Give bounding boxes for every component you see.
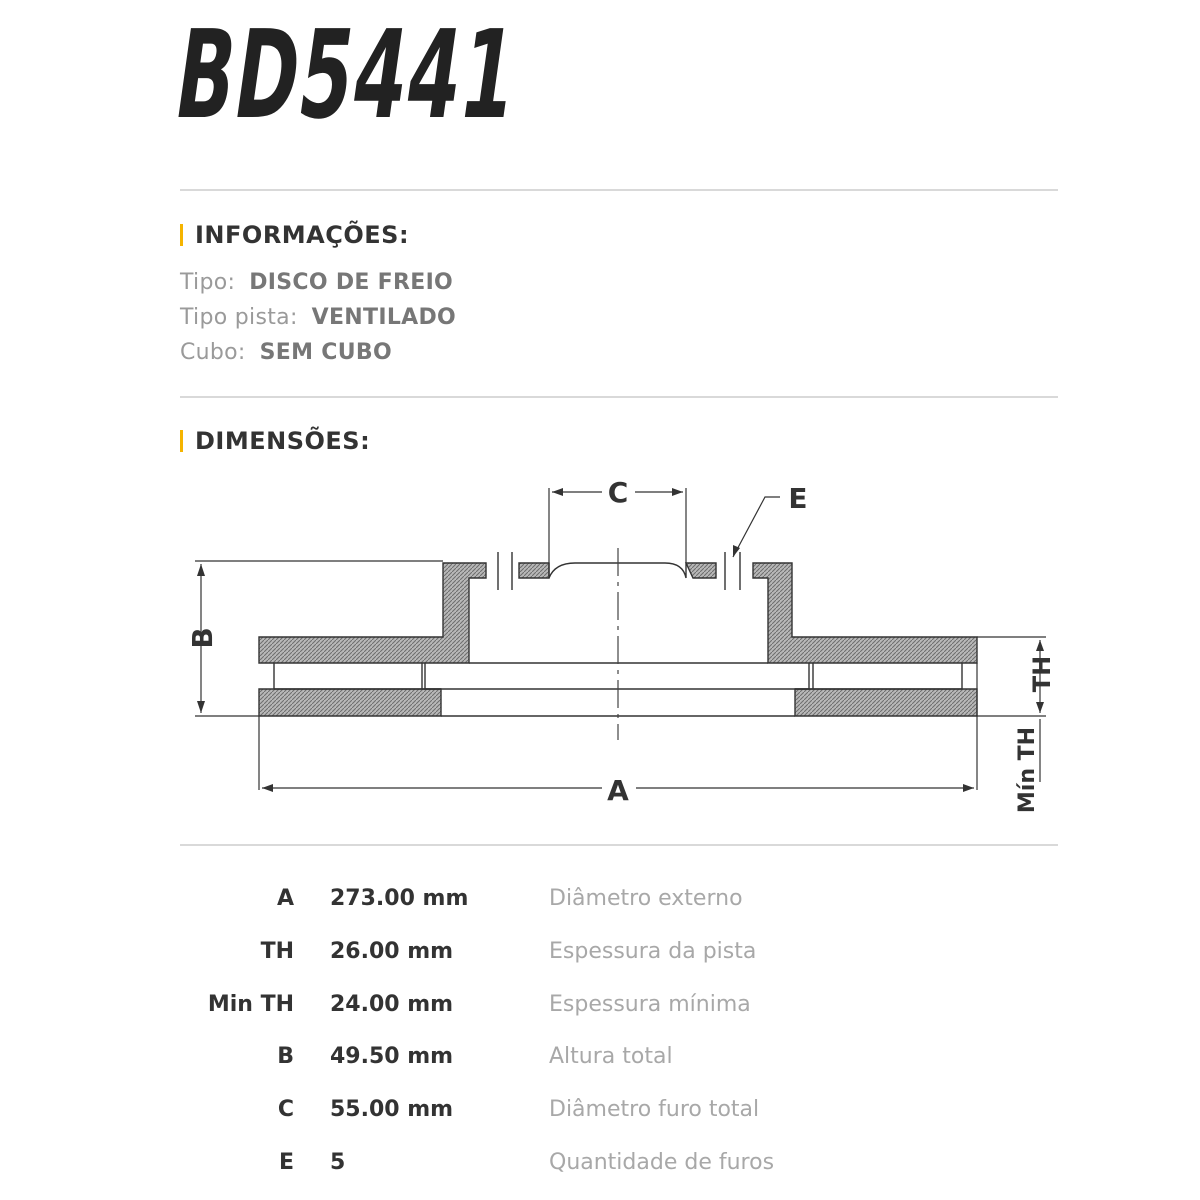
product-code-title: BD5441 — [167, 4, 526, 146]
dimension-row-a — [0, 886, 1200, 916]
label-th: TH — [1028, 655, 1056, 693]
disc-section-lower-left — [259, 689, 441, 716]
dimension-value: 49.50 mm — [330, 1044, 454, 1069]
hub-plate-left — [519, 563, 549, 578]
dimension-label: Min TH — [207, 992, 294, 1017]
dimension-row-c — [0, 1097, 1200, 1127]
dimension-description: Diâmetro externo — [549, 886, 743, 911]
disc-section-upper-right — [753, 563, 977, 663]
divider-middle — [180, 396, 1058, 398]
dimension-value: 24.00 mm — [330, 992, 454, 1017]
label-e: E — [788, 482, 808, 515]
dim-e-leader — [733, 497, 780, 557]
dimension-label: C — [277, 1097, 294, 1122]
info-row-tipo-pista — [180, 305, 456, 330]
dimension-description: Altura total — [549, 1044, 673, 1069]
disc-section-lower-right — [795, 689, 977, 716]
info-heading — [180, 221, 409, 249]
info-heading-label: INFORMAÇÕES: — [195, 221, 410, 249]
dimension-row-min-th — [0, 992, 1200, 1022]
dimension-description: Espessura mínima — [549, 992, 751, 1017]
label-b: B — [186, 627, 219, 649]
dimension-description: Quantidade de furos — [549, 1150, 775, 1175]
label-a: A — [607, 774, 629, 807]
dimension-description: Diâmetro furo total — [549, 1097, 760, 1122]
info-row-cubo — [180, 340, 392, 365]
dimension-description: Espessura da pista — [549, 939, 757, 964]
info-row-tipo — [180, 270, 453, 295]
info-value: VENTILADO — [311, 305, 457, 330]
dimensions-heading-label: DIMENSÕES: — [195, 427, 371, 455]
info-value: DISCO DE FREIO — [249, 270, 454, 295]
inner-ring — [425, 663, 809, 689]
dimension-value: 55.00 mm — [330, 1097, 454, 1122]
label-c: C — [607, 476, 629, 509]
disc-section-upper-left — [259, 563, 486, 663]
brake-disc-diagram — [0, 460, 1200, 840]
dimension-value: 273.00 mm — [330, 886, 469, 911]
divider-top — [180, 189, 1058, 191]
accent-bar — [180, 224, 183, 246]
dimension-label: E — [278, 1150, 294, 1175]
label-min-th: Mín TH — [1015, 726, 1040, 814]
dimension-row-e — [0, 1150, 1200, 1180]
stud-left — [498, 552, 512, 590]
dimension-label: TH — [260, 939, 294, 964]
dimension-label: B — [277, 1044, 294, 1069]
dimensions-heading — [180, 427, 370, 455]
hub-plate-right — [686, 563, 716, 578]
info-key: Tipo pista: — [180, 305, 298, 330]
info-key: Tipo: — [180, 270, 236, 295]
info-value: SEM CUBO — [259, 340, 392, 365]
info-key: Cubo: — [180, 340, 246, 365]
dimension-value: 5 — [330, 1150, 346, 1175]
dimension-row-b — [0, 1044, 1200, 1074]
accent-bar — [180, 430, 183, 452]
dimension-label: A — [276, 886, 294, 911]
dimension-value: 26.00 mm — [330, 939, 454, 964]
dimension-row-th — [0, 939, 1200, 969]
divider-bottom — [180, 844, 1058, 846]
stud-right — [725, 552, 740, 590]
